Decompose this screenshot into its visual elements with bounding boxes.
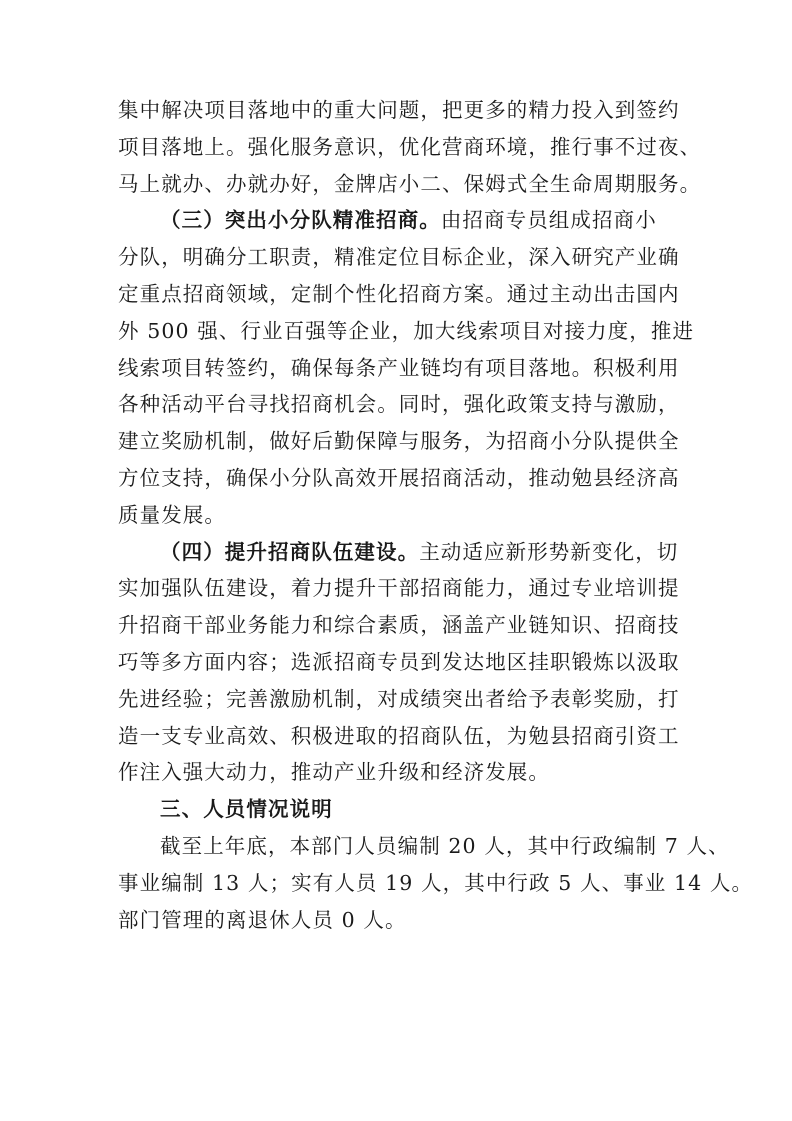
text-line [118, 202, 684, 239]
text-line: 集中解决项目落地中的重大问题，把更多的精力投入到签约 [118, 98, 680, 122]
paragraph-team-building [118, 534, 684, 792]
text-line [118, 534, 684, 571]
text-fragment: 主动适应新形势新变化，切 [419, 539, 679, 564]
text-line: 先进经验；完善激励机制，对成绩突出者给予表彰奖励，打 [118, 686, 680, 711]
text-line: 实加强队伍建设，着力提升干部招商能力，通过专业培训提 [118, 576, 680, 601]
text-line: 截至上年底，本部门人员编制 20 人，其中行政编制 7 人、 [160, 833, 730, 858]
paragraph-lead-heading: （四）提升招商队伍建设。 [160, 539, 420, 564]
text-line: 造一支专业高效、积极进取的招商队伍，为勉县招商引资工 [118, 723, 680, 748]
text-line: 作注入强大动力，推动产业升级和经济发展。 [118, 760, 550, 785]
text-line: 分队，明确分工职责，精准定位目标企业，深入研究产业确 [118, 245, 680, 270]
text-line: 外 500 强、行业百强等企业，加大线索项目对接力度，推进 [118, 318, 695, 343]
text-line: 巧等多方面内容；选派招商专员到发达地区挂职锻炼以汲取 [118, 649, 680, 674]
text-line: 部门管理的离退休人员 0 人。 [118, 907, 407, 932]
text-line: 定重点招商领域，定制个性化招商方案。通过主动出击国内 [118, 281, 680, 306]
text-line: 各种活动平台寻找招商机会。同时，强化政策支持与激励， [118, 392, 680, 417]
text-line: 线索项目转签约，确保每条产业链均有项目落地。积极利用 [118, 355, 680, 380]
text-line: 事业编制 13 人；实有人员 19 人，其中行政 5 人、事业 14 人。 [118, 870, 754, 895]
text-fragment: 由招商专员组成招商小 [440, 208, 657, 233]
text-line: 质量发展。 [118, 502, 226, 527]
text-line: 升招商干部业务能力和综合素质，涵盖产业链知识、招商技 [118, 613, 680, 638]
paragraph-project-landing [118, 92, 702, 202]
text-line: 项目落地上。强化服务意识，优化营商环境，推行事不过夜、 [118, 134, 702, 159]
paragraph-small-team-investment [118, 202, 695, 533]
text-line: 马上就办、办就办好，金牌店小二、保姆式全生命周期服务。 [118, 171, 702, 196]
text-line: 建立奖励机制，做好后勤保障与服务，为招商小分队提供全 [118, 429, 680, 454]
text-line: 方位支持，确保小分队高效开展招商活动，推动勉县经济高 [118, 465, 680, 490]
section-heading-personnel: 三、人员情况说明 [160, 797, 333, 822]
document-page [118, 92, 754, 938]
paragraph-personnel-info [118, 828, 754, 938]
paragraph-lead-heading: （三）突出小分队精准招商。 [160, 208, 441, 233]
